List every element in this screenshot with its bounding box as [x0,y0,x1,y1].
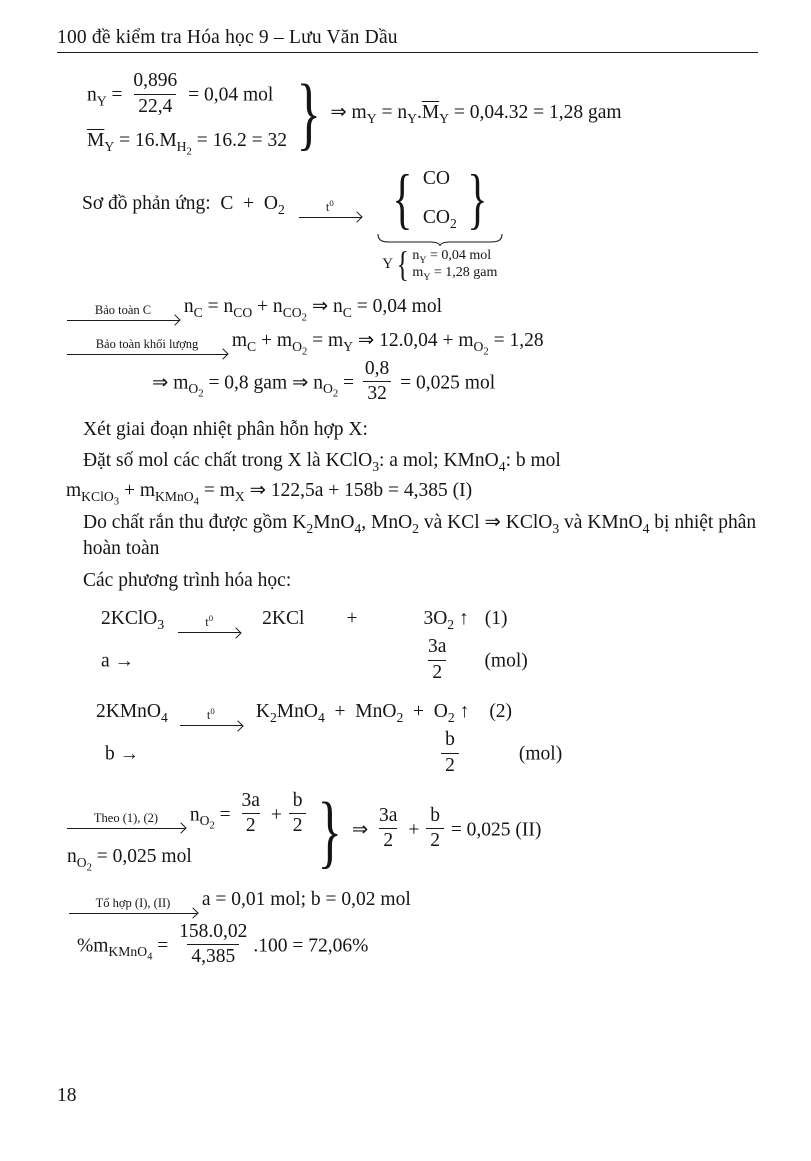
y-cases [412,247,497,281]
math-text: = 0,025 mol [91,846,192,868]
denominator: 32 [363,381,391,405]
arrow-label: Bảo toàn C [94,303,152,317]
conservation-mass-line [67,328,757,358]
numerator: 158.0,02 [179,920,248,942]
math-text: + n [252,296,283,317]
subscript: X [234,489,245,505]
math-text: ⇒ 12.0,04 + m [353,330,474,351]
math-text: a = 0,01 mol; b = 0,02 mol [197,888,411,910]
product-co [423,166,457,192]
subscript: Y [366,111,377,127]
equation-2-mol-line [105,731,757,779]
math-text: : b mol [505,449,561,471]
subscript: C [342,304,352,320]
solution-content [57,67,757,971]
math-text: ↑ [454,608,469,630]
products-braced [386,160,493,236]
math-text: m [66,480,82,502]
denominator: 22,4 [134,94,176,118]
math-text: = 0,04 mol [426,247,492,263]
superscript: 0 [208,613,214,624]
subscript: 2 [198,389,204,400]
math-text: = m [307,330,344,351]
subscript: C [193,304,203,320]
subscript: 2 [278,201,285,217]
numerator: b [445,729,455,751]
subscript: Y [407,111,417,127]
subscript: 3 [157,617,165,633]
math-text: = n [376,102,408,124]
subscript: Y [423,271,431,283]
fraction [441,729,459,777]
math-text: + [346,608,358,630]
denominator: 2 [426,828,444,852]
para-cac-phuong-trinh: Các phương trình hóa học: [83,569,292,591]
para-dat-so-mol [83,448,757,474]
subscript: Y [96,93,107,109]
math-text: O [473,338,484,354]
math-text: = 0,04 mol [183,84,274,106]
subscript [81,489,120,508]
subscript: 2 [447,617,455,633]
subscript [199,812,215,832]
arrow-shaft [299,217,361,218]
arrow-shaft [178,632,240,633]
header-title: 100 đề kiểm tra Hóa học 9 – Lưu Văn Dầu [57,27,398,48]
product-co2 [423,205,457,231]
math-text: ⇒ 122,5a + 158b = 4,385 (I) [244,480,473,502]
math-text: ⇒ m [152,372,189,394]
math-text: = 0,04 mol [351,296,442,317]
math-text: K [255,701,270,723]
arrow-label [299,197,361,217]
theo-equations [67,789,308,875]
math-text: O [292,338,302,354]
fraction [361,358,393,406]
subscript: 2 [447,709,455,725]
math-text: t [205,615,209,630]
math-text: MnO [276,701,318,723]
subscript: 2 [483,346,489,358]
formula-n-y [87,72,287,120]
math-text: Sơ đồ phản ứng: C + O [82,193,279,214]
arrow-shaft [67,354,227,355]
system-block-theo [67,784,757,876]
fraction [175,921,251,969]
subscript: 2 [449,215,457,231]
scheme-equation [82,191,377,218]
denominator: 2 [441,753,459,777]
y-case-n [412,247,497,264]
subscript [188,381,204,400]
denominator: 2 [242,813,260,837]
denominator: 4,385 [187,944,239,968]
math-text: = 16.M [114,130,177,152]
tohop-result-line [69,887,757,914]
mo2-no2-line [152,360,757,408]
subscript [108,944,153,963]
math-text: .100 = 72,06% [253,935,369,957]
math-text: = 0,8 gam ⇒ n [203,372,323,394]
math-text: + m [256,330,293,351]
subscript: 2 [306,520,314,536]
formula-m-avg-y [87,128,287,158]
math-text: O [322,381,333,397]
subscript: 2 [209,820,215,832]
subscript: 3 [113,496,120,508]
labeled-arrow [69,896,197,914]
math-text: + [403,819,425,841]
subscript [282,304,307,324]
subscript: 2 [269,709,277,725]
math-text: = [152,935,174,957]
math-text: (2) [489,701,513,723]
subscript: 2 [186,146,192,158]
math-text: = m [198,480,235,502]
subscript [155,489,199,508]
fraction [238,790,264,838]
y-cases-brace: { [396,244,409,284]
para-do-chat-ran [83,510,773,561]
math-text: 2KCl [262,608,305,630]
denominator: 2 [379,828,397,852]
page-number: 18 [57,1085,77,1106]
products-group [377,160,503,284]
numerator: 3a [379,805,398,827]
numerator: 3a [428,636,447,658]
math-text: t [325,200,330,214]
subscript: 4 [161,709,168,725]
arrow-shaft [69,913,197,914]
subscript: Y [104,138,115,154]
math-text: = [338,372,359,394]
theo-line-no2-value [67,844,308,875]
arrow-label [180,705,242,725]
arrow-label: Tổ hợp (I), (II) [95,895,171,910]
math-text: (mol) [484,650,528,672]
theo-line-no2-sum [67,789,308,840]
math-text: KMnO [155,489,194,505]
numerator: 0,8 [364,358,390,379]
denominator: 2 [289,813,307,837]
y-composition [382,246,497,282]
arrow-shaft [67,828,185,829]
math-text: %m [77,935,109,957]
mass-equation-line [66,478,757,508]
subscript: Y [343,338,354,354]
math-text: : a mol; KMnO [379,449,499,471]
math-text: Đặt số mol các chất trong X là KClO [83,449,373,471]
superscript: 0 [329,197,334,208]
math-text: = n [202,296,234,317]
math-text: n [67,846,77,868]
math-text: a → [101,650,135,672]
math-text: n [179,296,194,317]
math-text: + O [403,701,448,723]
subscript: 3 [552,520,560,536]
page-footer [57,1085,77,1107]
products-open-brace: { [392,160,413,236]
labeled-arrow [178,615,240,633]
fraction [375,805,401,853]
math-text: H [176,138,187,154]
subscript: 3 [372,458,380,474]
math-text: CO [282,304,302,320]
subscript [322,381,339,400]
fraction [289,790,307,838]
math-text: = 1,28 [488,330,544,351]
subscript: 4 [193,496,199,508]
subscript [76,855,92,875]
labeled-arrow [180,705,242,726]
subscript [292,338,308,358]
math-text: n [185,804,200,826]
math-text: bị nhiệt phân hoàn toàn [83,512,757,559]
page-header [57,27,758,53]
system-equations [87,70,287,158]
arrow-shaft [67,320,179,321]
overline-text: $\overline{M}$ [421,102,440,124]
math-text: ⇒ n [306,296,343,317]
arrow-label: Theo (1), (2) [93,811,159,826]
fraction [426,805,444,853]
subscript: CO [233,304,253,320]
math-text: + [265,804,287,826]
labeled-arrow [67,337,227,355]
math-text: (mol) [518,743,563,765]
subscript: 2 [86,863,92,875]
math-text: = 16.2 = 32 [191,130,287,152]
equation-1 [101,606,757,633]
subscript: 2 [332,389,339,400]
numerator: b [292,789,303,811]
math-text: = 0,025 (II) [445,819,542,841]
math-text: = [214,804,236,826]
math-text: O [76,855,87,871]
numerator: 3a [241,789,260,811]
math-text: (1) [484,608,508,630]
arrow-label: Bảo toàn khối lượng [95,337,199,351]
math-text: . [416,102,422,124]
subscript: 2 [396,709,404,725]
fraction [129,70,181,118]
math-text: n [87,84,97,106]
theo-closing-brace: } [317,784,343,876]
percent-kmno4-line [77,920,757,971]
subscript: 4 [498,458,506,474]
math-text: MnO [313,512,355,534]
system-closing-brace: } [296,67,321,158]
denominator: 2 [428,660,446,684]
subscript [473,338,489,358]
conservation-carbon-line [67,294,757,324]
math-text: 2KClO [101,608,158,630]
products-close-brace: } [466,160,488,236]
system-block-ny-my [87,67,757,158]
math-text: , MnO [361,512,413,534]
subscript: Y [419,254,427,266]
math-text: và KCl ⇒ KClO [419,512,553,534]
math-text: = 0,04.32 = 1,28 gam [449,102,622,124]
reaction-scheme-block [82,160,757,284]
math-text: 3O [423,608,448,630]
math-text: ↑ [454,701,470,723]
subscript: 4 [317,709,325,725]
subscript [176,138,192,158]
math-text: Do chất rắn thu được gồm K [83,512,307,534]
math-text: = 1,28 gam [430,265,498,280]
math-text: KMnO [108,944,148,960]
subscript: 2 [412,520,419,536]
arrow-label [178,615,240,632]
math-text: = [106,84,128,106]
y-case-m [412,264,497,281]
products-list [419,166,461,230]
subscript: 2 [301,312,307,324]
math-text: O [188,381,199,397]
fraction [424,636,450,684]
equation-2 [96,699,757,726]
math-text: CO [422,167,450,189]
math-text: m [412,265,424,280]
subscript: 4 [147,951,153,963]
math-text: O [199,812,210,828]
subscript: 4 [642,520,650,536]
math-text: CO [422,206,450,228]
math-text: m [227,330,248,351]
superscript: 0 [210,705,215,716]
theo-conclusion [352,807,542,855]
formula-m-y-conclusion [330,100,621,126]
math-text: ⇒ m [330,102,367,124]
subscript: Y [439,111,450,127]
math-text: KClO [81,489,114,505]
equation-1-mol-line [101,638,757,686]
math-text: ⇒ [351,819,374,841]
labeled-arrow [299,197,361,218]
numerator: b [430,805,440,827]
subscript: 2 [301,346,308,358]
math-text: n [412,247,420,263]
math-text: t [206,708,211,723]
math-text: + m [119,480,155,502]
para-xet-giai-doan: Xét giai đoạn nhiệt phân hỗn hợp X: [83,418,368,440]
numerator: 0,896 [133,70,178,92]
subscript: 4 [354,520,362,536]
labeled-arrow [67,303,179,321]
math-text: + MnO [324,701,397,723]
math-text: và KMnO [559,512,643,534]
y-label: Y [382,255,394,272]
overline-text: $\overline{M}$ [87,130,105,152]
math-text: b → [105,743,140,765]
subscript: C [247,338,257,354]
math-text: = 0,025 mol [395,372,496,394]
arrow-shaft [180,725,242,726]
labeled-arrow [67,811,185,829]
math-text: 2KMnO [96,701,162,723]
